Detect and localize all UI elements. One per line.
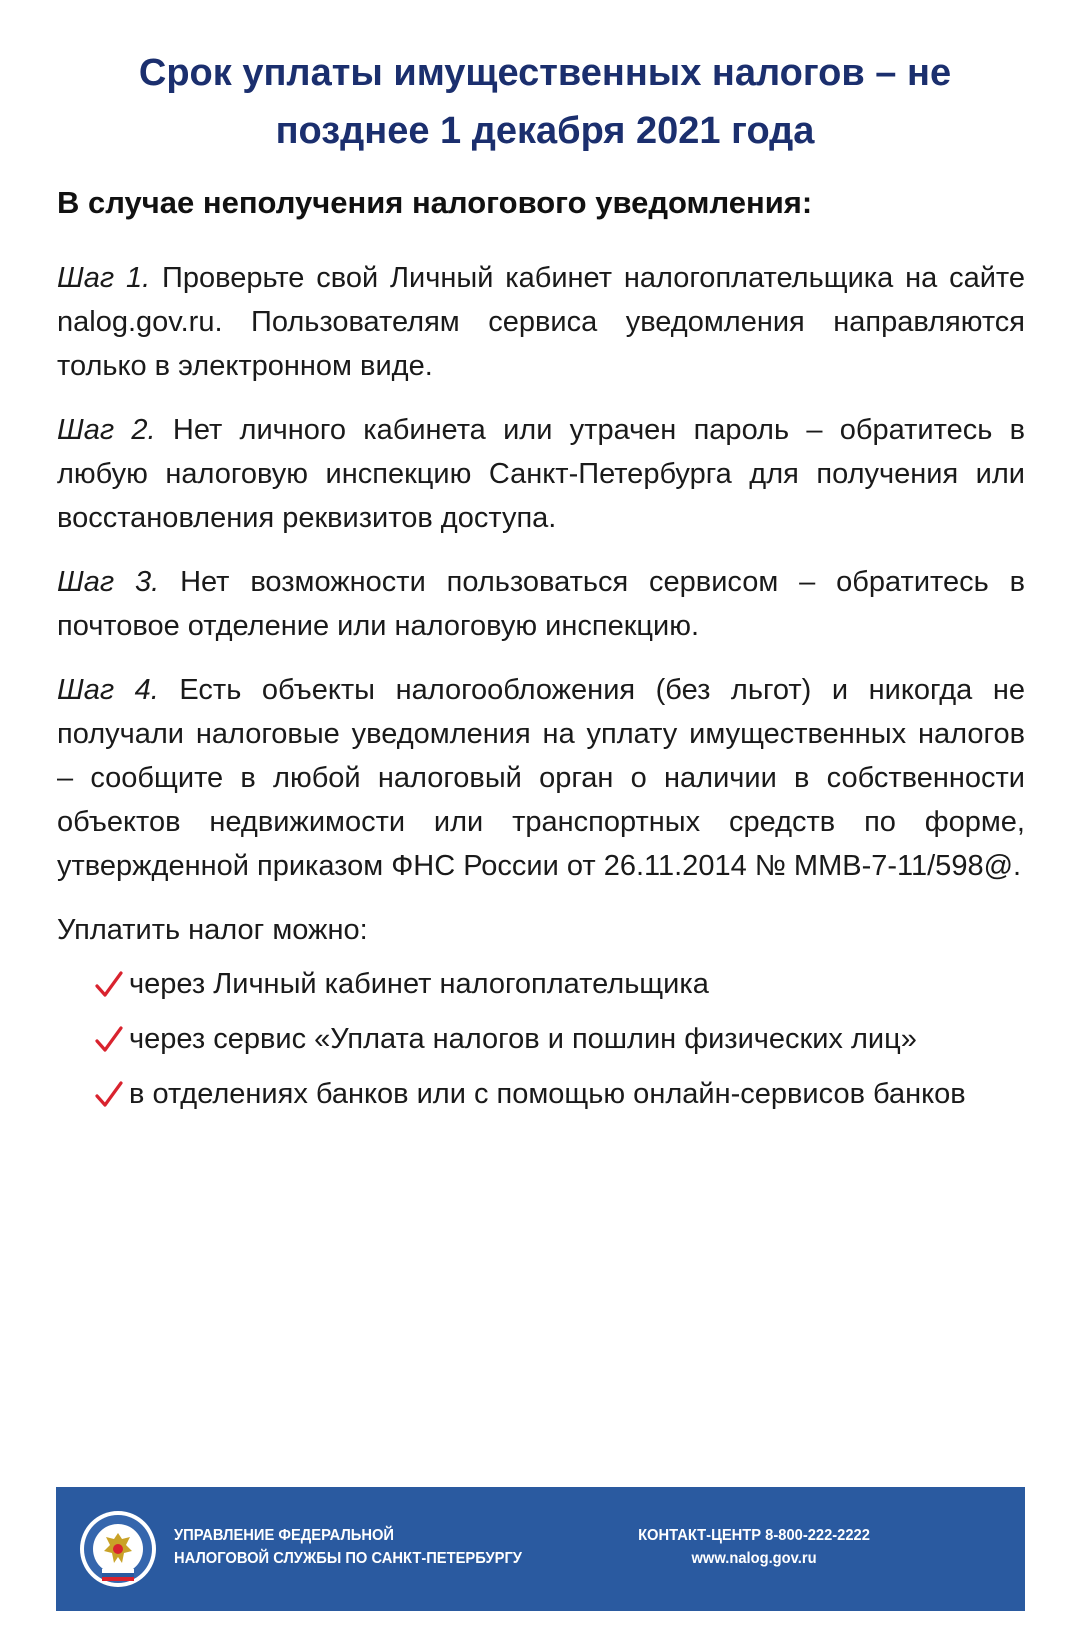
payment-intro: Уплатить налог можно:	[57, 914, 368, 946]
contact-website[interactable]: www.nalog.gov.ru	[691, 1550, 817, 1567]
contact-phone: КОНТАКТ-ЦЕНТР 8-800-222-2222	[638, 1527, 870, 1544]
step-3-text: Нет возможности пользоваться сервисом – обратитесь в почтовое отделение или налоговую инспекцию.	[57, 566, 1025, 642]
step-1-label: Шаг 1.	[57, 262, 151, 294]
step-3	[57, 560, 1025, 648]
step-2-text: Нет личного кабинета или утрачен пароль – обратитесь в любую налоговую инспекцию Санкт-Петербурга для получения или восстановления реквизитов доступа.	[57, 414, 1025, 534]
title-line-2: позднее 1 декабря 2021 года	[275, 110, 815, 152]
payment-option-text: в отделениях банков или с помощью онлайн-сервисов банков	[129, 1078, 966, 1110]
section-heading: В случае неполучения налогового уведомления:	[57, 185, 813, 220]
organization-name-line-1: УПРАВЛЕНИЕ ФЕДЕРАЛЬНОЙ	[174, 1527, 395, 1544]
footer-banner	[56, 1487, 1025, 1611]
step-4	[57, 668, 1025, 888]
organization-name-line-2: НАЛОГОВОЙ СЛУЖБЫ ПО САНКТ-ПЕТЕРБУРГУ	[174, 1550, 522, 1567]
step-1	[57, 256, 1025, 388]
payment-options-list	[57, 962, 1025, 1116]
check-mark-icon	[93, 1017, 127, 1061]
payment-option	[57, 1017, 1025, 1061]
payment-option-text: через Личный кабинет налогоплательщика	[129, 968, 709, 1000]
organization-name	[174, 1524, 579, 1570]
fns-emblem-icon	[78, 1509, 158, 1589]
contact-info	[616, 1524, 892, 1570]
step-1-text: Проверьте свой Личный кабинет налогоплательщика на сайте nalog.gov.ru. Пользователям сервиса уведомления направляются только в электронном виде.	[57, 262, 1025, 382]
check-mark-icon	[93, 1072, 127, 1116]
payment-option-text: через сервис «Уплата налогов и пошлин физических лиц»	[129, 1023, 917, 1055]
title-line-1: Срок уплаты имущественных налогов – не	[138, 52, 952, 94]
main-content	[57, 256, 1025, 1127]
payment-option	[57, 962, 1025, 1006]
check-mark-icon	[93, 962, 127, 1006]
page-title	[80, 44, 1010, 160]
step-4-text: Есть объекты налогообложения (без льгот) и никогда не получали налоговые уведомления на уплату имущественных налогов – сообщите в любой налоговый орган о наличии в собственности объектов недвижимости или транспортных средств по форме, утвержденной приказом ФНС России от 26.11.2014 № ММВ-7-11/598@.	[57, 674, 1025, 882]
step-4-label: Шаг 4.	[57, 674, 159, 706]
step-2	[57, 408, 1025, 540]
payment-option	[57, 1072, 1025, 1116]
step-2-label: Шаг 2.	[57, 414, 156, 446]
step-3-label: Шаг 3.	[57, 566, 160, 598]
